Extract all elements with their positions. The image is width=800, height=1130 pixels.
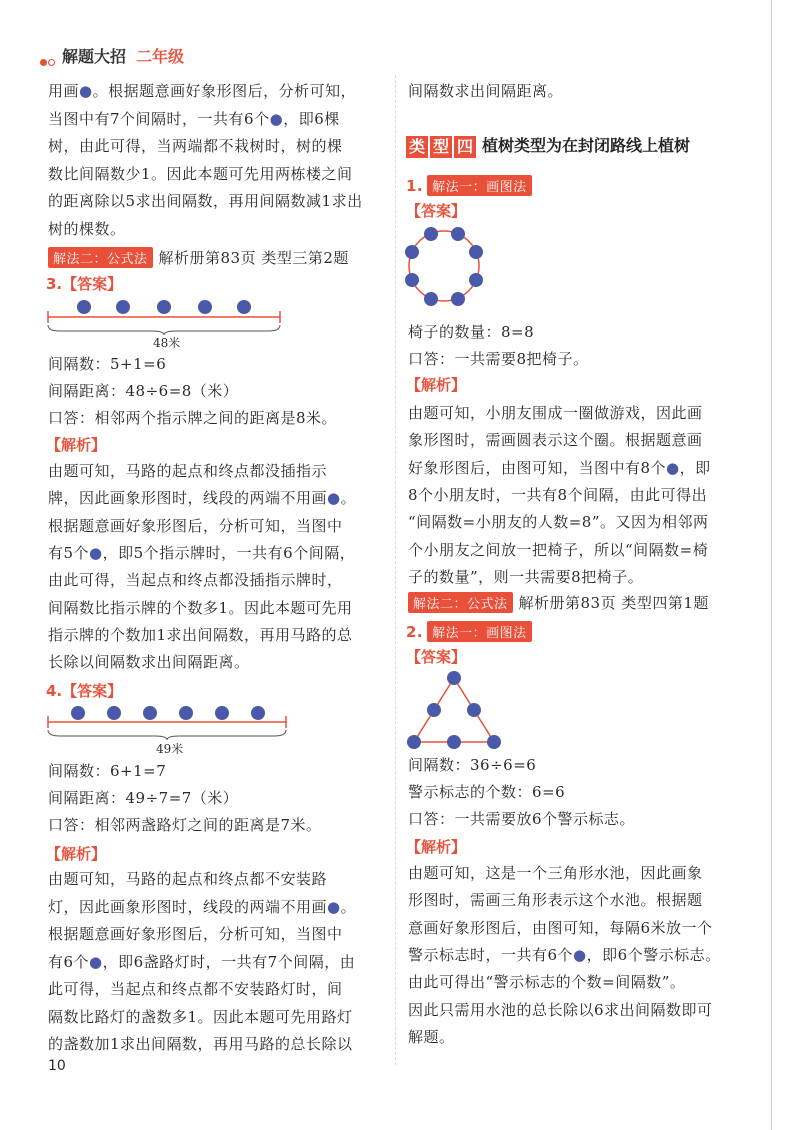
q3-analysis-line: 由此可得，当起点和终点都没插指示牌时， bbox=[48, 571, 343, 590]
q3-answer-line: 间隔距离：48÷6=8（米） bbox=[48, 382, 239, 400]
q3-analysis-line: 根据题意画好象形图后，分析可知，当图中 bbox=[48, 516, 343, 535]
q4-length-label: 49米 bbox=[156, 742, 184, 756]
q3-analysis-line: 长除以间隔数求出间隔距离。 bbox=[48, 653, 250, 672]
q4-lamp-dot bbox=[251, 706, 265, 720]
q3-answer-line: 口答：相邻两个指示牌之间的距离是8米。 bbox=[48, 409, 338, 427]
q3-analysis-line: 间隔数比指示牌的个数多1。因此本题可先用 bbox=[48, 598, 353, 617]
r-q2-answer-line: 间隔数：36÷6=6 bbox=[408, 756, 537, 774]
r-q2-heading bbox=[406, 621, 538, 642]
r-q2-sign-dot bbox=[467, 703, 481, 717]
q4-answer-line: 间隔距离：49÷7=7（米） bbox=[48, 789, 239, 807]
r-q2-sign-dot bbox=[447, 735, 461, 749]
intro-line: 的距离除以5求出间隔数，再用间隔数减1求出 bbox=[48, 192, 363, 210]
type-badge-2: 型 bbox=[430, 136, 452, 158]
q4-answer-line: 间隔数：6+1=7 bbox=[48, 762, 167, 780]
method2-label: 解法二：公式法 bbox=[48, 247, 153, 268]
method2-text: 解析册第83页 类型三第2题 bbox=[158, 249, 349, 267]
q3-sign-dot bbox=[116, 300, 130, 314]
q3-length-label: 48米 bbox=[153, 336, 181, 350]
type-title-text: 植树类型为在封闭路线上植树 bbox=[482, 136, 691, 155]
intro-line: 当图中有7个间隔时，一共有6个●，即6棵 bbox=[48, 109, 340, 128]
q4-lamp-dot bbox=[215, 706, 229, 720]
r-q1-method2 bbox=[408, 592, 709, 613]
header-grade: 二年级 bbox=[136, 47, 185, 66]
r-q2-sign-dot bbox=[427, 703, 441, 717]
r-q1-answer-line: 椅子的数量：8=8 bbox=[408, 323, 535, 341]
q4-analysis-line: 此可得，当起点和终点都不安装路灯时，间 bbox=[48, 980, 343, 998]
q4-analysis-line: 根据题意画好象形图后，分析可知，当图中 bbox=[48, 925, 343, 943]
q4-analysis-line: 灯，因此画象形图时，线段的两端不用画●。 bbox=[48, 897, 357, 916]
r-q1-child-dot bbox=[469, 245, 483, 259]
r-q1-answer-label: 【答案】 bbox=[406, 202, 467, 220]
q3-analysis-line: 由题可知，马路的起点和终点都没插指示 bbox=[48, 462, 328, 480]
r-q2-sign-dot bbox=[407, 735, 421, 749]
type-badge-1: 类 bbox=[406, 136, 428, 158]
q3-analysis-label: 【解析】 bbox=[46, 436, 107, 454]
r-q1-analysis-line: “间隔数=小朋友的人数=8”。又因为相邻两 bbox=[408, 513, 709, 532]
column-divider bbox=[395, 75, 397, 1065]
intro-line: 数比间隔数少1。因此本题可先用两栋楼之间 bbox=[48, 164, 353, 183]
r-q1-method2-text: 解析册第83页 类型四第1题 bbox=[518, 594, 709, 612]
q4-answer-heading bbox=[46, 680, 122, 701]
r-q1-child-dot bbox=[424, 227, 438, 241]
r-q1-analysis-line: 子的数量”，则一共需要8把椅子。 bbox=[408, 567, 644, 586]
r-q1-diagram bbox=[400, 222, 490, 312]
q3-answer-heading bbox=[46, 273, 122, 294]
type-badge-3: 四 bbox=[454, 136, 476, 158]
r-q2-number: 2. bbox=[406, 623, 424, 641]
q3-analysis-line: 牌，因此画象形图时，线段的两端不用画●。 bbox=[48, 489, 357, 508]
q4-analysis-label: 【解析】 bbox=[46, 845, 107, 863]
q4-brace bbox=[48, 730, 286, 740]
r-q1-child-dot bbox=[469, 273, 483, 287]
r-q2-method-label: 解法一：画图法 bbox=[427, 621, 532, 642]
r-q2-answer-line: 口答：一共需要放6个警示标志。 bbox=[408, 810, 636, 828]
r-q2-triangle bbox=[414, 678, 494, 742]
q3-number: 3. bbox=[46, 275, 63, 293]
q4-analysis-line: 有6个●，即6盏路灯时，一共有7个间隔，由 bbox=[48, 952, 356, 971]
q4-analysis-line: 由题可知，马路的起点和终点都不安装路 bbox=[48, 870, 328, 888]
q4-answer-label: 【答案】 bbox=[62, 682, 123, 700]
r-q2-sign-dot bbox=[447, 671, 461, 685]
r-q1-analysis-line: 8个小朋友时，一共有8个间隔，由此可得出 bbox=[408, 485, 708, 504]
intro-line: 树，由此可得，当两端都不栽树时，树的棵 bbox=[48, 137, 343, 155]
r-q2-answer-line: 警示标志的个数：6=6 bbox=[408, 783, 566, 801]
page-edge bbox=[771, 0, 772, 1130]
q3-analysis-line: 有5个●，即5个指示牌时，一共有6个间隔， bbox=[48, 543, 356, 562]
r-q2-analysis-line: 由题可知，这是一个三角形水池，因此画象 bbox=[408, 864, 703, 882]
q4-analysis-line: 隔数比路灯的盏数多1。因此本题可先用路灯 bbox=[48, 1007, 353, 1026]
q3-sign-dot bbox=[77, 300, 91, 314]
r-q2-analysis-line: 形图时，需画三角形表示这个水池。根据题 bbox=[408, 891, 703, 910]
q4-lamp-dot bbox=[107, 706, 121, 720]
q3-answer-line: 间隔数：5+1=6 bbox=[48, 355, 167, 373]
r-q1-analysis-line: 好象形图后，由图可知，当图中有8个●，即 bbox=[408, 458, 711, 477]
r-q1-child-dot bbox=[405, 245, 419, 259]
q4-lamp-dot bbox=[143, 706, 157, 720]
r-q1-method-label: 解法一：画图法 bbox=[427, 175, 532, 196]
q3-analysis-line: 指示牌的个数加1求出间隔数，再用马路的总 bbox=[48, 625, 353, 644]
r-q1-analysis-line: 由题可知，小朋友围成一圈做游戏，因此画 bbox=[408, 404, 703, 422]
r-q2-analysis-line: 由此可得出“警示标志的个数=间隔数”。 bbox=[408, 973, 686, 992]
r-q2-sign-dot bbox=[487, 735, 501, 749]
intro-line: 树的棵数。 bbox=[48, 219, 126, 238]
type-title bbox=[406, 133, 690, 158]
r-q1-child-dot bbox=[451, 227, 465, 241]
r-q2-analysis-label: 【解析】 bbox=[406, 838, 467, 856]
q3-sign-dot bbox=[237, 300, 251, 314]
r-q1-method2-label: 解法二：公式法 bbox=[408, 592, 513, 613]
r-q2-analysis-line: 因此只需用水池的总长除以6求出间隔数即可 bbox=[408, 1000, 713, 1019]
r-q2-analysis-line: 解题。 bbox=[408, 1027, 455, 1046]
q3-answer-label: 【答案】 bbox=[62, 275, 123, 293]
r-q1-answer-line: 口答：一共需要8把椅子。 bbox=[408, 350, 589, 368]
r-q2-analysis-line: 意画好象形图后，由图可知，每隔6米放一个 bbox=[408, 918, 713, 937]
r-q2-analysis-line: 警示标志时，一共有6个●，即6个警示标志。 bbox=[408, 945, 721, 964]
r-q1-child-dot bbox=[405, 273, 419, 287]
q4-number: 4. bbox=[46, 682, 63, 700]
r-q1-analysis-line: 个小朋友之间放一把椅子，所以“间隔数=椅 bbox=[408, 540, 709, 559]
q3-sign-dot bbox=[198, 300, 212, 314]
r-q1-child-dot bbox=[424, 292, 438, 306]
intro-line: 用画●。根据题意画好象形图后，分析可知， bbox=[48, 82, 357, 100]
q4-analysis-line: 的盏数加1求出间隔数，再用马路的总长除以 bbox=[48, 1035, 353, 1053]
q3-sign-dot bbox=[157, 300, 171, 314]
r-q1-analysis-label: 【解析】 bbox=[406, 376, 467, 394]
r-q2-answer-label: 【答案】 bbox=[406, 648, 467, 666]
q4-lamp-dot bbox=[179, 706, 193, 720]
r-q1-number: 1. bbox=[406, 177, 424, 195]
r-q2-diagram bbox=[400, 668, 510, 758]
right-top-line: 间隔数求出间隔距离。 bbox=[408, 82, 564, 100]
header-title: 解题大招 bbox=[62, 47, 127, 66]
left-method2 bbox=[48, 247, 349, 268]
header-logo-dots bbox=[40, 51, 55, 70]
page-number: 10 bbox=[48, 1058, 66, 1074]
q4-answer-line: 口答：相邻两盏路灯之间的距离是7米。 bbox=[48, 816, 322, 834]
r-q1-circle bbox=[409, 231, 479, 301]
r-q1-heading bbox=[406, 175, 538, 196]
r-q1-analysis-line: 象形图时，需画圆表示这个圈。根据题意画 bbox=[408, 431, 703, 450]
r-q1-child-dot bbox=[451, 292, 465, 306]
q4-lamp-dot bbox=[71, 706, 85, 720]
